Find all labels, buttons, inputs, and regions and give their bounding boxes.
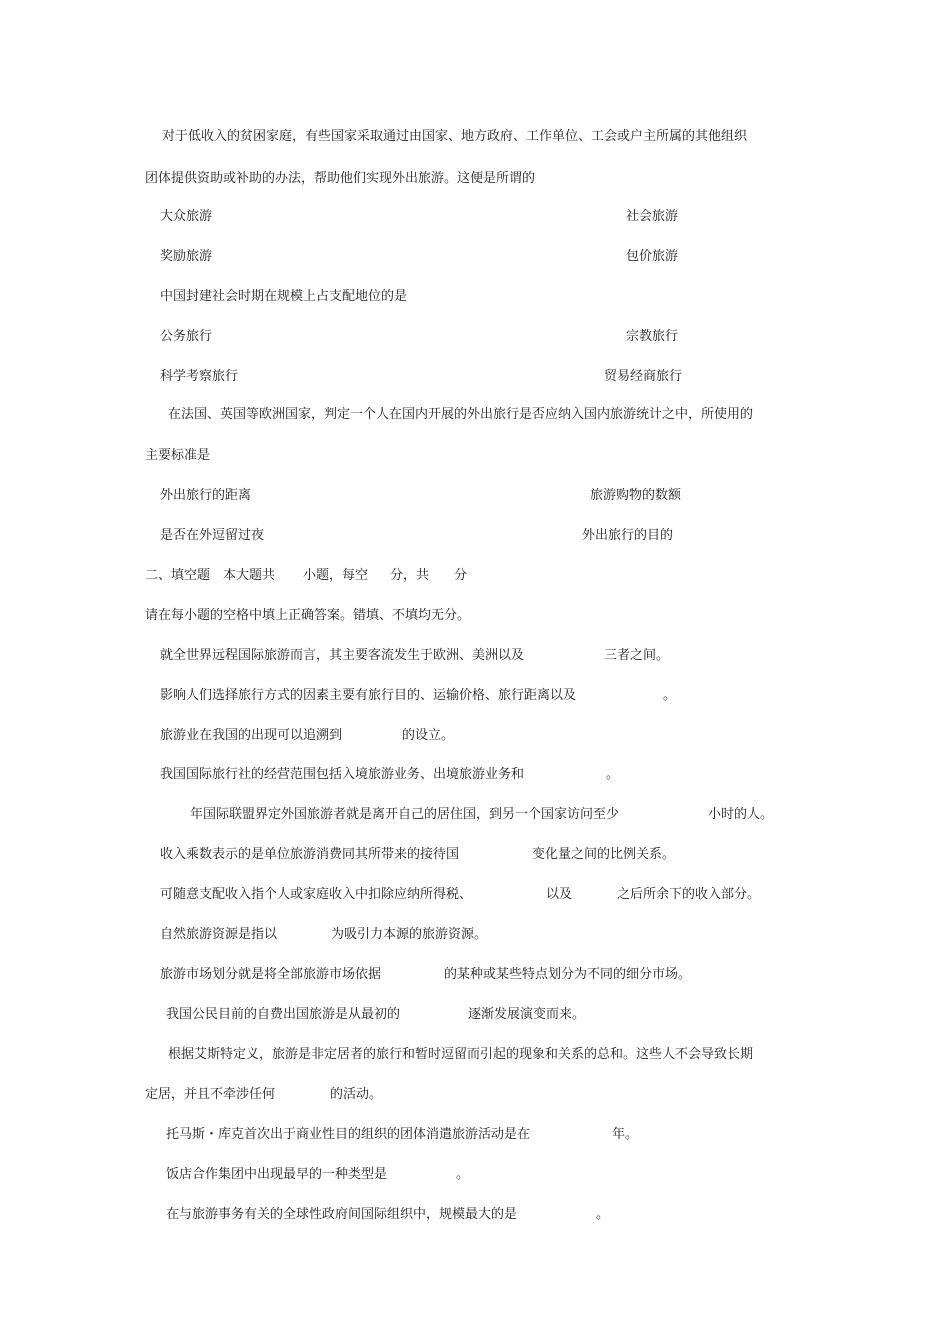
- question-3-text: 在法国、英国等欧洲国家，判定一个人在国内开展的外出旅行是否应纳入国内旅游统计之中，所使用的: [168, 407, 754, 422]
- fill-question-text: 我国公民目前的自费出国旅游是从最初的: [166, 1007, 401, 1022]
- fill-question-text: 。: [456, 1167, 470, 1182]
- option-c: 科学考察旅行: [160, 369, 239, 384]
- option-b: 旅游购物的数额: [590, 488, 682, 503]
- fill-question-text: 的活动。: [330, 1087, 383, 1102]
- section-heading-part: 小题，每空: [303, 568, 369, 583]
- fill-question-text-cont: 定居，并且不牵涉任何: [145, 1087, 276, 1102]
- option-a: 大众旅游: [160, 209, 213, 224]
- fill-question-text: 之后所余下的收入部分。: [617, 887, 761, 902]
- option-a: 公务旅行: [160, 329, 213, 344]
- question-1-text-cont: 团体提供资助或补助的办法，帮助他们实现外出旅游。这便是所谓的: [145, 171, 536, 186]
- option-d: 包价旅游: [626, 249, 679, 264]
- fill-question-text: 托马斯・库克首次出于商业性目的组织的团体消遣旅游活动是在: [166, 1127, 531, 1142]
- option-b: 宗教旅行: [626, 329, 679, 344]
- option-d: 外出旅行的目的: [582, 528, 674, 543]
- fill-question-text: 自然旅游资源是指以: [160, 927, 278, 942]
- fill-question-text: 旅游业在我国的出现可以追溯到: [160, 728, 343, 743]
- question-1-text: 对于低收入的贫困家庭，有些国家采取通过由国家、地方政府、工作单位、工会或户主所属的其他组织: [162, 129, 748, 144]
- fill-question-text: 我国国际旅行社的经营范围包括入境旅游业务、出境旅游业务和: [160, 767, 525, 782]
- option-d: 贸易经商旅行: [604, 369, 683, 384]
- fill-question-text: 以及: [546, 887, 573, 902]
- fill-question-text: 就全世界远程国际旅游而言，其主要客流发生于欧洲、美洲以及: [160, 648, 525, 663]
- fill-question-text: 饭店合作集团中出现最早的一种类型是: [166, 1167, 388, 1182]
- fill-question-text: 三者之间。: [604, 648, 670, 663]
- fill-question-text: 的设立。: [402, 728, 455, 743]
- fill-question-text: 年国际联盟界定外国旅游者就是离开自己的居住国，到另一个国家访问至少: [190, 807, 620, 822]
- question-3-text-cont: 主要标准是: [145, 448, 211, 463]
- question-2-text: 中国封建社会时期在规模上占支配地位的是: [160, 289, 408, 304]
- fill-question-text: 旅游市场划分就是将全部旅游市场依据: [160, 967, 382, 982]
- section-heading-part: 分，共: [390, 568, 430, 583]
- fill-question-text: 的某种或某些特点划分为不同的细分市场。: [444, 967, 692, 982]
- option-a: 外出旅行的距离: [160, 488, 252, 503]
- fill-question-text: 逐渐发展演变而来。: [468, 1007, 586, 1022]
- fill-question-text: 在与旅游事务有关的全球性政府间国际组织中，规模最大的是: [166, 1207, 518, 1222]
- fill-question-text: 变化量之间的比例关系。: [532, 847, 676, 862]
- fill-question-text: 。: [663, 688, 677, 703]
- fill-question-text: 。: [596, 1207, 610, 1222]
- fill-question-text: 影响人们选择旅行方式的因素主要有旅行目的、运输价格、旅行距离以及: [160, 688, 577, 703]
- section-instruction: 请在每小题的空格中填上正确答案。错填、不填均无分。: [145, 608, 471, 623]
- section-heading-part: 分: [454, 568, 468, 583]
- option-c: 奖励旅游: [160, 249, 213, 264]
- fill-question-text: 收入乘数表示的是单位旅游消费同其所带来的接待国: [160, 847, 460, 862]
- fill-question-text: 年。: [612, 1127, 639, 1142]
- fill-question-text: 。: [606, 767, 620, 782]
- fill-question-text: 为吸引力本源的旅游资源。: [331, 927, 488, 942]
- fill-question-text: 小时的人。: [708, 807, 774, 822]
- option-c: 是否在外逗留过夜: [160, 528, 265, 543]
- fill-question-text: 根据艾斯特定义，旅游是非定居者的旅行和暂时逗留而引起的现象和关系的总和。这些人不会导致长期: [168, 1047, 754, 1062]
- section-heading-part: 本大题共: [223, 568, 276, 583]
- option-b: 社会旅游: [626, 209, 679, 224]
- section-heading: 二、填空题: [145, 568, 211, 583]
- fill-question-text: 可随意支配收入指个人或家庭收入中扣除应纳所得税、: [160, 887, 473, 902]
